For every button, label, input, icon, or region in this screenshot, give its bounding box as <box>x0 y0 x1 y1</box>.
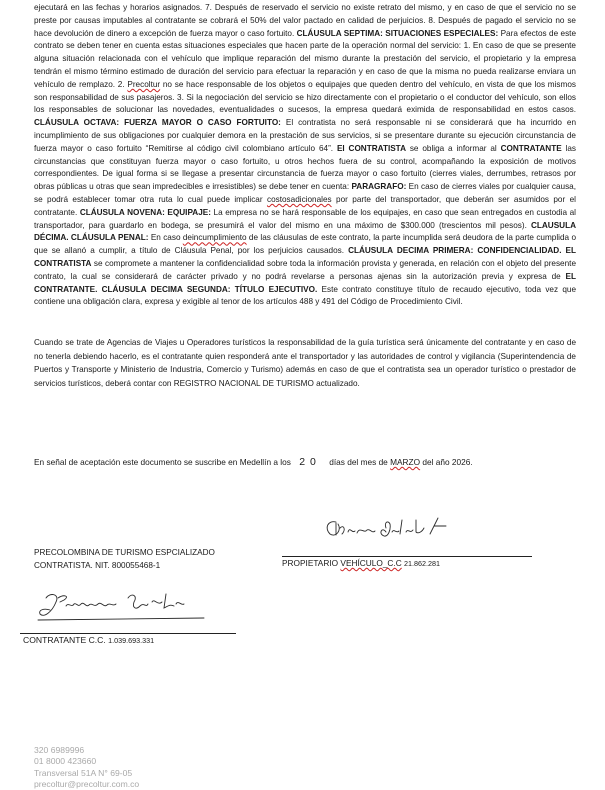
clause-text: de las cláusulas de este contrato, la parte incumplida será deudora de la parte cumplida o que se allanó a cumplir, a título de Cláusula Penal, por los perjuicios causados. <box>34 233 576 256</box>
clause-text: En caso de cierres viales por cualquier causa, se podrá establecer tomar otra ruta lo cual puede implicar <box>34 182 577 204</box>
acceptance-day: 20 <box>299 456 321 468</box>
propietario-vehicle: VEHÍCULO_C.C <box>340 558 402 568</box>
clause-heading-novena: CLÁUSULA NOVENA: EQUIPAJE: <box>79 207 211 217</box>
footer-tollfree: 01 8000 423660 <box>34 756 97 767</box>
contract-clauses-paragraph <box>34 2 576 309</box>
footer-email: precoltur@precoltur.com.co <box>34 778 140 789</box>
propietario-label <box>282 558 440 568</box>
guide-paragraph: Cuando se trate de Agencias de Viajes u Operadores turísticos la responsabilidad de la guía turística será únicamente del contratante y en caso de no tenerla debiendo hacerlo, es el contratante quien responderá ante el transportador y las autoridades de control y vigilancia (Superintendencia de Puertos y Transporte y Ministerio de Industria, Comercio y Turismo) además en caso de que el contratista sea un operador turístico o prestador de servicios turísticos, deberá contar con REGISTRO NACIONAL DE TURISMO actualizado. <box>34 338 576 388</box>
contratante-label <box>23 635 154 645</box>
contratista-block <box>34 546 229 572</box>
contratista-name: PRECOLOMBINA DE TURISMO ESPCIALIZADO <box>34 548 215 557</box>
clause-text: se compromete a mantener la confidencialidad sobre toda la información provista y generada, en relación con el objeto del presente contrato, la cual se considerará de carácter privado y no podrá revelarse a personas ajenas sin la autorización previa y expresa de <box>34 258 576 281</box>
bold-term-contratista: El CONTRATISTA <box>336 143 406 153</box>
spellcheck-word: deincumplimiento <box>182 233 247 243</box>
footer-phone: 320 6989996 <box>34 745 85 755</box>
contratante-title: CONTRATANTE C.C. <box>23 635 106 645</box>
clause-heading-octava: CLÁUSULA OCTAVA: FUERZA MAYOR O CASO FORTUITO: <box>34 118 281 128</box>
spellcheck-word: costosadicionales <box>266 194 332 204</box>
footer-contact <box>34 745 139 790</box>
contratante-id: 1.039.693.331 <box>108 636 155 645</box>
propietario-signature-line <box>282 556 532 557</box>
propietario-signature <box>322 512 472 542</box>
clause-text: Este contrato constituye título de recaudo ejecutivo, toda vez que contiene una obligación clara, expresa y exigible al tenor de los artículos 488 y 491 del Código de Procedimiento Civil. <box>34 284 576 307</box>
clause-text: Para efectos de este contrato se deben tener en cuenta estas situaciones especiales que hacen parte de la operación normal del servicio: 1. En caso de que se presente alguna situación relacionada con el vehículo que implique reparación del mismo durante la prestación del servicio, el propietario y la empresa tendrán el mismo término estimado de duración del servicio para efectuar la reparación y en caso de que la misma no pueda realizarse enviara un vehículo de remplazo. 2. <box>34 28 577 89</box>
clause-text: por parte del transportador, que deberán ser asumidos por el contratante. <box>34 194 576 217</box>
propietario-title: PROPIETARIO <box>282 558 339 568</box>
clause-text: En caso <box>148 233 183 243</box>
footer-address: Transversal 51A N° 69-05 <box>34 767 133 778</box>
clause-heading-paragrafo: PARAGRAFO: <box>351 182 407 192</box>
clause-text: las circunstancias que constituyan fuerza mayor o caso fortuito, u otros hechos fuera de su control, acompañando la exposición de motivos correspondientes. De igual forma si se llegase a presentar circunstancia de fuerza mayor o caso fortuito (cierres viales, derrumbes, retrasos por obras públicas u otras que sean impredecibles e irresistibles) se debe tener en cuenta: <box>34 143 576 192</box>
acceptance-line <box>34 456 473 468</box>
contratista-role: CONTRATISTA. NIT. 800055468-1 <box>34 561 161 570</box>
propietario-id: 21.862.281 <box>404 559 441 568</box>
clause-text: ejecutará en las fechas y horarios asignados. 7. Después de reservado el servicio no existe retrato del mismo, y en caso de que el servicio no se preste por causas imputables al contratante se cobrará el 50% del valor pactado en calidad de perjuicios. 8. Después de pagado el servicio no se hace devolución de dinero a excepción de fuerza mayor o caso fortuito. <box>34 3 576 38</box>
spellcheck-word: Precoltur <box>127 79 161 89</box>
clause-heading-decima-segunda: EL CONTRATANTE. CLÁUSULA DECIMA SEGUNDA: TÍTULO EJECUTIVO. <box>34 271 576 294</box>
clause-text: El contratista no será responsable ni se considerará que ha incurrido en incumplimiento de sus obligaciones por cualquier demora en la prestación de sus servicios, si se presentare durante su ejecución circunstancia de fuerza mayor o caso fortuito “Remitirse al código civil colombiano artículo 64”. <box>34 118 576 153</box>
acceptance-month: MARZO <box>390 457 421 467</box>
clause-text: no se hace responsable de los objetos o equipajes que queden dentro del vehículo, en vista de que los mismos son responsabilidad de sus pasajeros. 3. Si la negociación del servicio se hizo directamente con el propietario o el conductor del vehículo, son ellos los responsables de solucionar las novedades, eventualidades o sucesos, la empresa quedará eximida de responsabilidad en estos casos. <box>34 79 576 115</box>
acceptance-text: del año 2026. <box>422 457 473 467</box>
clause-heading-septima: CLÁUSULA SEPTIMA: SITUACIONES ESPECIALES: <box>296 28 499 38</box>
clause-heading-decima-primera: CLÁUSULA DECIMA PRIMERA: CONFIDENCIALIDAD. EL CONTRATISTA <box>34 246 576 268</box>
contratante-signature-line <box>20 633 236 634</box>
acceptance-text: En señal de aceptación este documento se suscribe en Medellín a los <box>34 457 291 467</box>
clause-text: La empresa no se hará responsable de los equipajes, en caso que sean entregados en custodia al transportador, para guardarlo en bodega, se presumirá el valor del mismo en una máximo de $300.000 (trescientos mil pesos). <box>34 207 576 230</box>
contratante-signature <box>36 584 206 624</box>
acceptance-text: días del mes de <box>329 457 388 467</box>
bold-term-contratante: CONTRATANTE <box>500 143 562 153</box>
clause-text: se obliga a informar al <box>405 143 501 153</box>
clause-heading-decima: CLAUSULA DÉCIMA. CLÁUSULA PENAL: <box>34 220 576 243</box>
